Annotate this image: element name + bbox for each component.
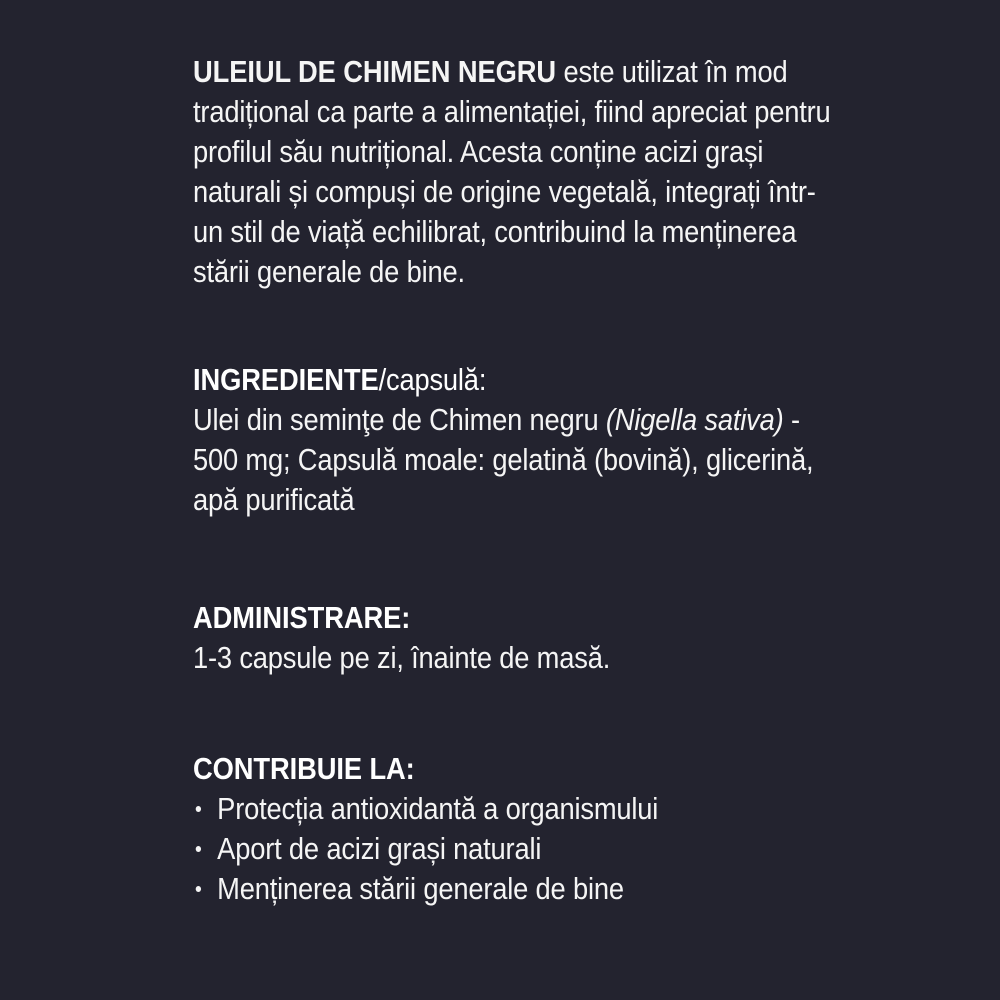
administration-body: 1-3 capsule pe zi, înainte de masă. — [193, 641, 611, 675]
list-item-label: Menținerea stării generale de bine — [217, 872, 624, 906]
intro-paragraph — [193, 52, 837, 292]
list-item — [193, 869, 837, 909]
ingredients-body — [193, 400, 837, 520]
intro-lead-in: ULEIUL DE CHIMEN NEGRU — [193, 55, 557, 89]
bullet-dot-icon — [196, 886, 201, 892]
list-item-label: Protecția antioxidantă a organismului — [217, 792, 659, 826]
list-item — [193, 829, 837, 869]
contributes-section — [193, 749, 838, 909]
list-item — [193, 789, 837, 829]
contributes-heading: CONTRIBUIE LA: — [193, 752, 415, 786]
bullet-dot-icon — [196, 806, 201, 812]
ingredients-section — [193, 360, 838, 520]
ingredients-latin-name: (Nigella sativa) — [605, 403, 784, 437]
ingredients-heading-suffix: /capsulă: — [378, 363, 487, 397]
ingredients-body-end: - 500 mg; Capsulă moale: gelatină (bovină), glicerină, apă purificată — [193, 403, 814, 517]
contributes-list — [193, 789, 837, 909]
bullet-dot-icon — [196, 846, 201, 852]
administration-heading: ADMINISTRARE: — [193, 601, 411, 635]
intro-body: este utilizat în mod tradițional ca parte a alimentației, fiind apreciat pentru profilul său nutrițional. Acesta conține acizi grași naturali și compuși de origine vegetală, integrați într-un stil de viață echilibrat, contribuind la menținerea stării generale de bine. — [193, 55, 831, 289]
ingredients-heading-bold: INGREDIENTE — [193, 363, 379, 397]
administration-section — [193, 598, 838, 678]
ingredients-heading — [193, 360, 837, 400]
label-content — [193, 52, 838, 909]
ingredients-body-start: Ulei din seminţe de Chimen negru — [193, 403, 606, 437]
list-item-label: Aport de acizi grași naturali — [217, 832, 542, 866]
